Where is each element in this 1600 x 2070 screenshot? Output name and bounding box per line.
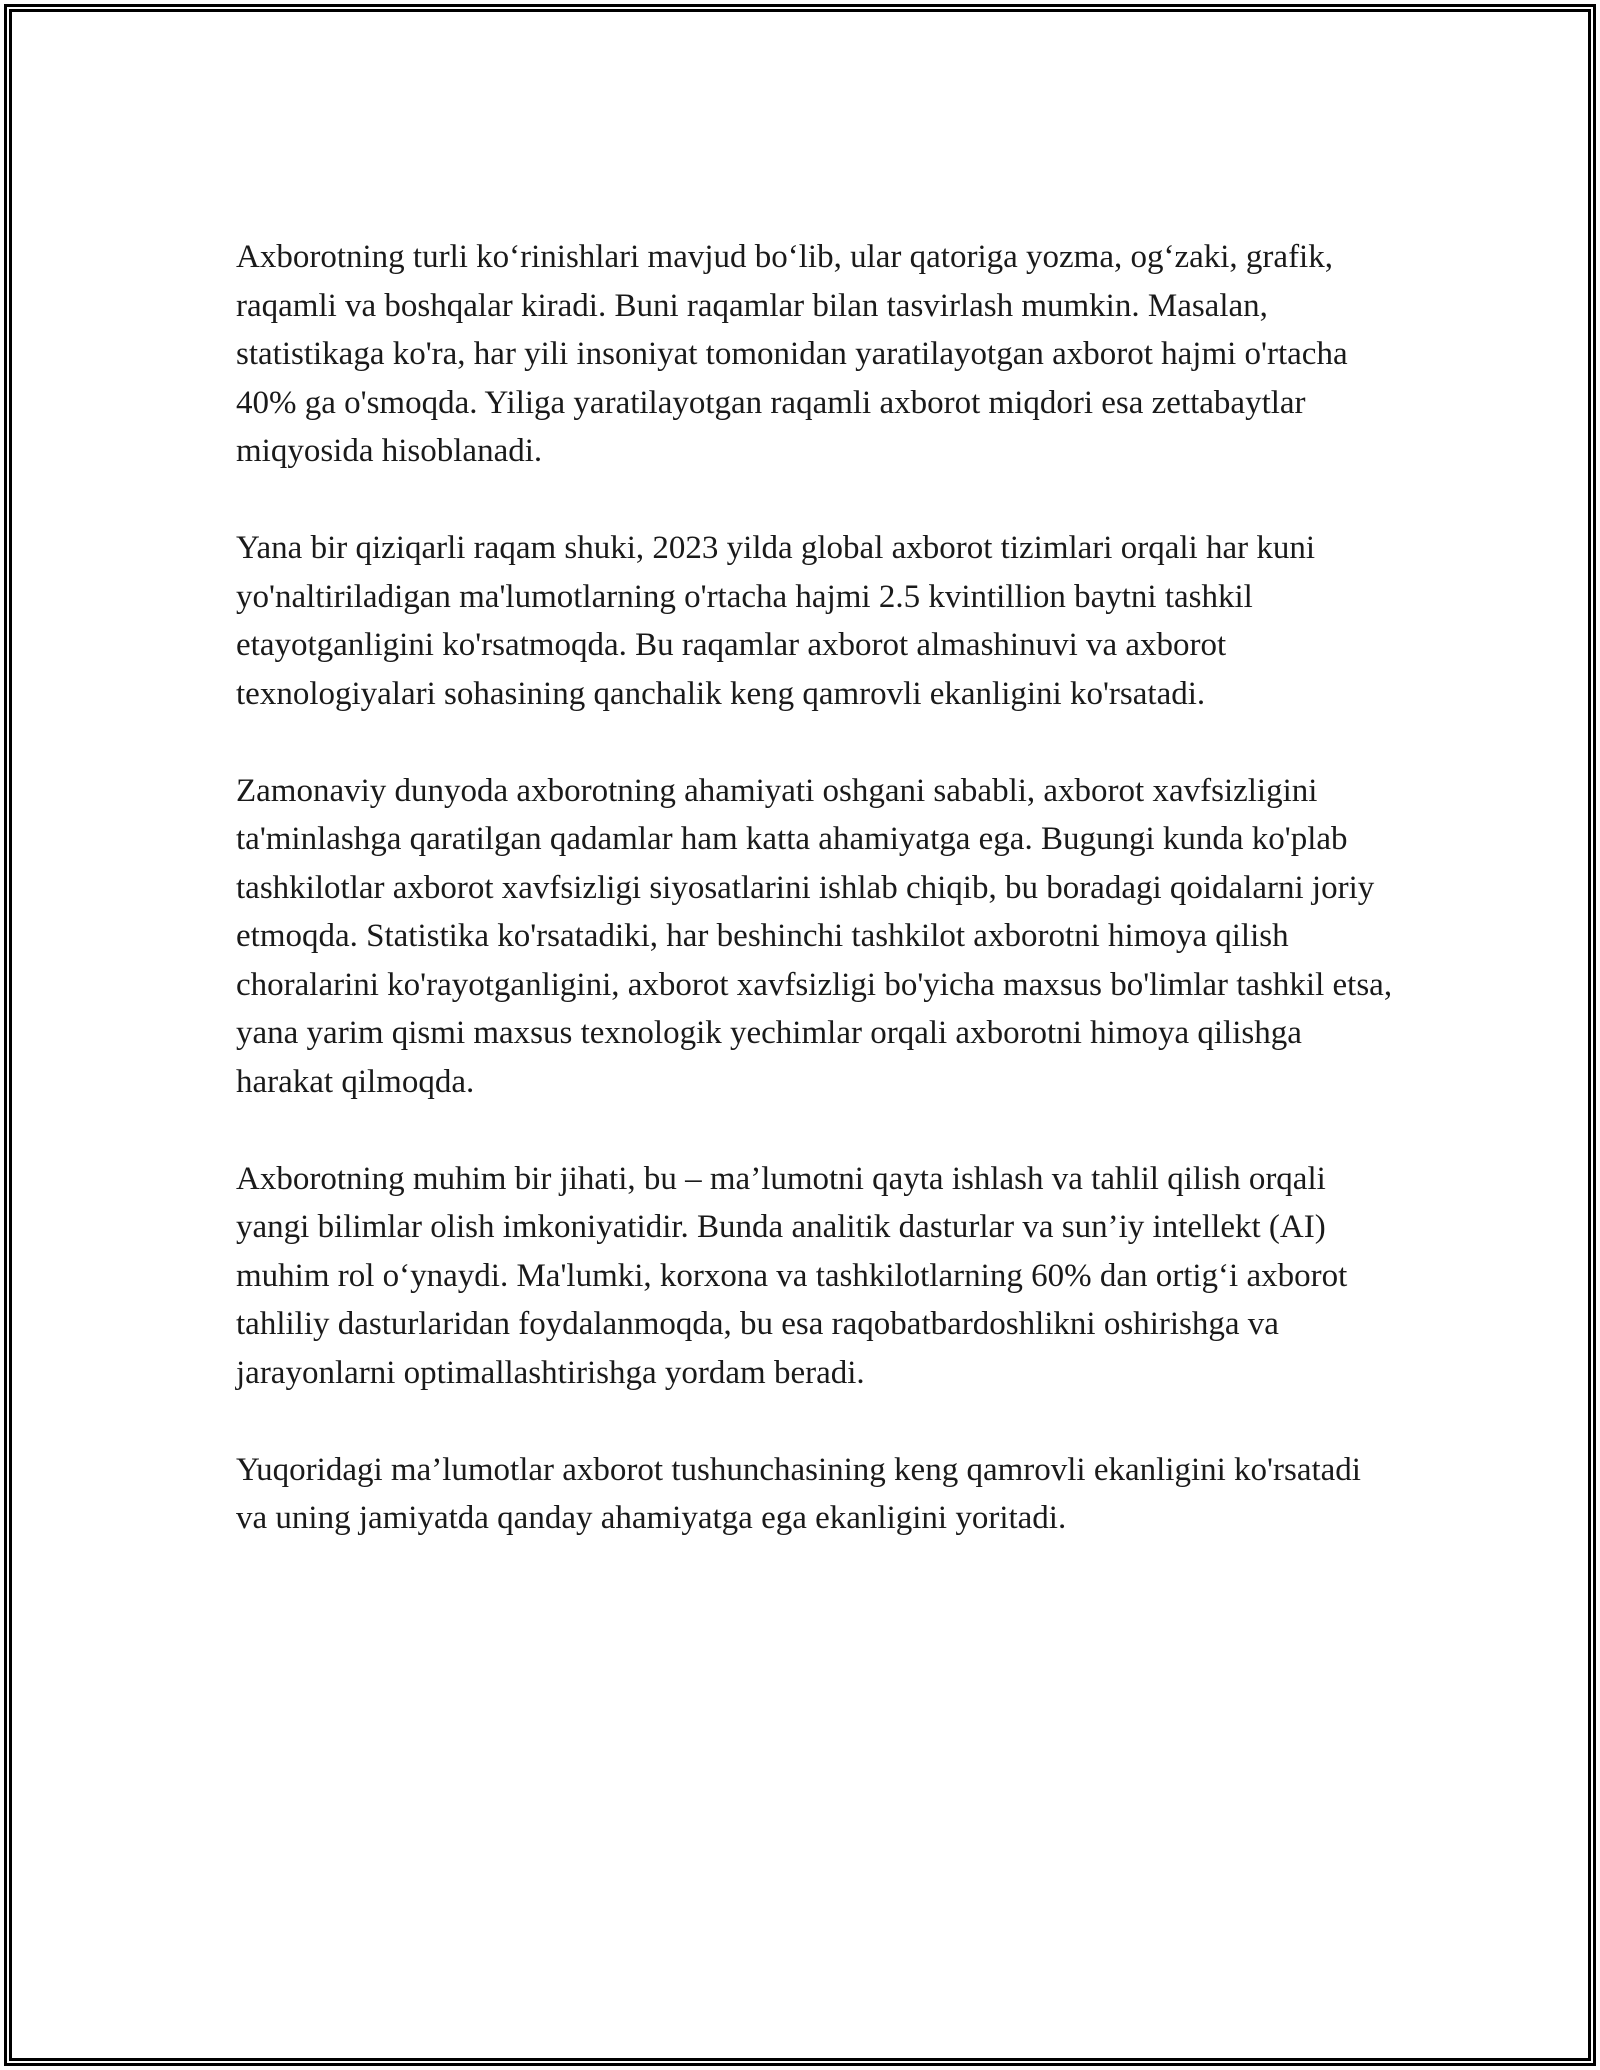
paragraph-1: Axborotning turli ko‘rinishlari mavjud bo‘lib, ular qatoriga yozma, og‘zaki, grafik, raqamli va boshqalar kiradi. Buni raqamlar bilan tasvirlash mumkin. Masalan, statistikaga ko'ra, har yili insoniyat tomonidan yaratilayotgan axborot hajmi o'rtacha 40% ga o'smoqda. Yiliga yaratilayotgan raqamli axborot miqdori esa zettabaytlar miqyosida hisoblanadi. <box>236 239 1348 469</box>
paragraph-5: Yuqoridagi ma’lumotlar axborot tushunchasining keng qamrovli ekanligini ko'rsatadi va uning jamiyatda qanday ahamiyatga ega ekanligini yoritadi. <box>236 1451 1361 1536</box>
paragraph-2: Yana bir qiziqarli raqam shuki, 2023 yilda global axborot tizimlari orqali har kuni yo'naltiriladigan ma'lumotlarning o'rtacha hajmi 2.5 kvintillion baytni tashkil etayotganligini ko'rsatmoqda. Bu raqamlar axborot almashinuvi va axborot texnologiyalari sohasining qanchalik keng qamrovli ekanligini ko'rsatadi. <box>236 530 1315 712</box>
paragraph-3: Zamonaviy dunyoda axborotning ahamiyati oshgani sababli, axborot xavfsizligini ta'minlashga qaratilgan qadamlar ham katta ahamiyatga ega. Bugungi kunda ko'plab tashkilotlar axborot xavfsizligi siyosatlarini ishlab chiqib, bu boradagi qoidalarni joriy etmoqda. Statistika ko'rsatadiki, har beshinchi tashkilot axborotni himoya qilish choralarini ko'rayotganligini, axborot xavfsizligi bo'yicha maxsus bo'limlar tashkil etsa, yana yarim qismi maxsus texnologik yechimlar orqali axborotni himoya qilishga harakat qilmoqda. <box>236 772 1393 1100</box>
paragraph-4: Axborotning muhim bir jihati, bu – ma’lumotni qayta ishlash va tahlil qilish orqali yangi bilimlar olish imkoniyatidir. Bunda analitik dasturlar va sun’iy intellekt (AI) muhim rol o‘ynaydi. Ma'lumki, korxona va tashkilotlarning 60% dan ortig‘i axborot tahliliy dasturlaridan foydalanmoqda, bu esa raqobatbardoshlikni oshirishga va jarayonlarni optimallashtirishga yordam beradi. <box>236 1160 1348 1391</box>
document-body <box>236 233 1396 1543</box>
